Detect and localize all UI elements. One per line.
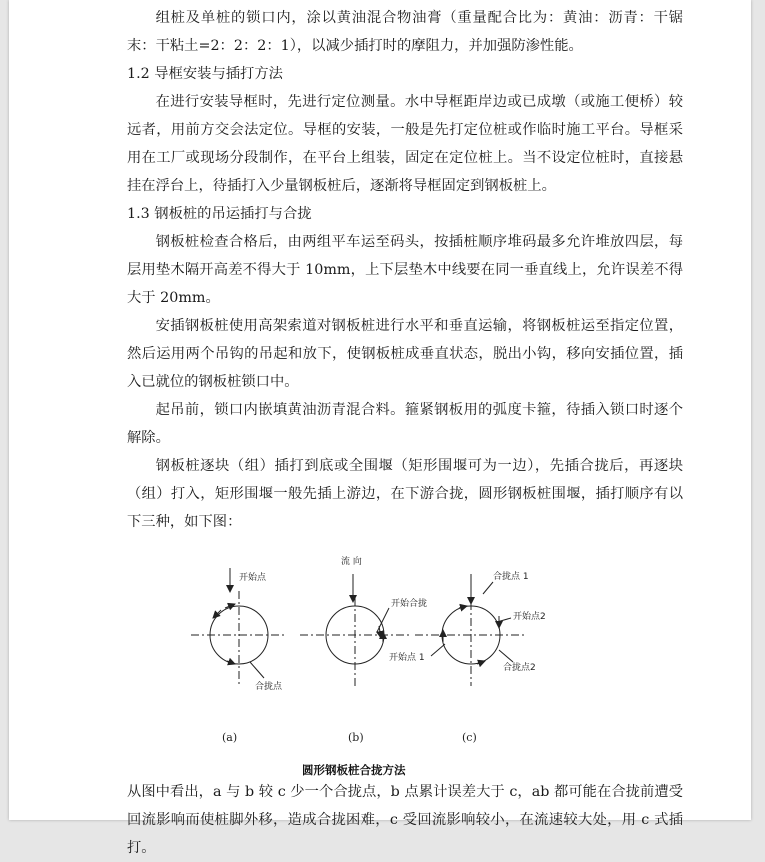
diagram-a-sublabel: (a) (222, 731, 238, 744)
diagram-b-start-close-arrow (379, 626, 381, 638)
diagram-c-close2-leader (499, 650, 513, 662)
diagram-b (300, 574, 410, 686)
paragraph-before-lifting: 起吊前，锁口内嵌填黄油沥青混合料。箍紧钢板用的弧度卡箍，待插入锁口时逐个解除。 (127, 402, 683, 446)
diagram-c-close2-label: 合拢点2 (503, 663, 536, 673)
diagram-c-close1-label: 合拢点 1 (493, 572, 529, 582)
diagram-c-start2-label: 开始点2 (513, 612, 546, 622)
diagram-c-sublabel: (c) (462, 731, 477, 744)
diagram-c-close2-arrow (477, 661, 485, 664)
paragraph-inspection-stacking: 钢板桩检查合格后，由两组平车运至码头，按插桩顺序堆码最多允许堆放四层，每层用垫木隔开高差不得大于 10mm，上下层垫木中线要在同一垂直线上，允许误差不得大于 20mm。 (127, 234, 683, 306)
figure-caption: 圆形钢板桩合拢方法 (302, 763, 406, 776)
diagram-a-close-label: 合拢点 (255, 682, 283, 692)
diagram-a-start-label: 开始点 (239, 573, 267, 583)
paragraph-driving-sequence: 钢板桩逐块（组）插打到底或全围堰（矩形围堰可为一边），先插合拢后，再逐块（组）打入，矩形围堰一般先插上游边，在下游合拢，圆形钢板桩围堰，插打顺序有以下三种，如下图： (127, 458, 683, 530)
diagram-c-start1-label: 开始点 1 (389, 653, 425, 663)
section-heading-1-2: 1.2 导框安装与插打方法 (127, 66, 283, 82)
diagram-c-close1-leader (483, 582, 493, 594)
diagram-b-start-close-label: 开始合拢 (391, 599, 428, 609)
paragraph-figure-analysis: 从图中看出，a 与 b 较 c 少一个合拢点，b 点累计误差大于 c，ab 都可能在合拢前遭受回流影响而使桩脚外移，造成合拢困难，c 受回流影响较小，在流速较大处，用 c 式插打。 (127, 784, 683, 856)
closure-method-diagram (127, 546, 683, 776)
diagram-c-dir-arrow-top (459, 606, 467, 608)
section-heading-1-3: 1.3 钢板桩的吊运插打与合拢 (127, 206, 312, 222)
diagram-a-close-arrow (227, 661, 235, 664)
diagram-a-close-leader (250, 662, 264, 678)
diagram-b-flow-label: 流 向 (341, 557, 362, 567)
diagram-b-sublabel: (b) (348, 731, 364, 744)
paragraph-cableway-transport: 安插钢板桩使用高架索道对钢板桩进行水平和垂直运输，将钢板桩运至指定位置，然后运用两个吊钩的吊起和放下，使钢板桩成垂直状态，脱出小钩，移向安插位置，插入已就位的钢板桩锁口中。 (127, 318, 683, 390)
diagram-a (191, 568, 287, 686)
document-page (9, 0, 751, 856)
diagram-c-start1-leader (431, 644, 445, 656)
closure-method-figure (127, 546, 683, 776)
paragraph-lock-grease: 组桩及单桩的锁口内，涂以黄油混合物油膏（重量配合比为：黄油：沥青：干锯末：干粘土=2：2：2：1），以减少插打时的摩阻力，并加强防渗性能。 (127, 10, 683, 54)
document-body (127, 4, 683, 862)
paragraph-guide-frame: 在进行安装导框时，先进行定位测量。水中导框距岸边或已成墩（或施工便桥）较远者，用前方交会法定位。导框的安装，一般是先打定位桩或作临时施工平台。导框采用在工厂或现场分段制作，在平台上组装，固定在定位桩上。当不设定位桩时，直接悬挂在浮台上，待插打入少量钢板桩后，逐渐将导框固定到钢板桩上。 (127, 94, 683, 194)
